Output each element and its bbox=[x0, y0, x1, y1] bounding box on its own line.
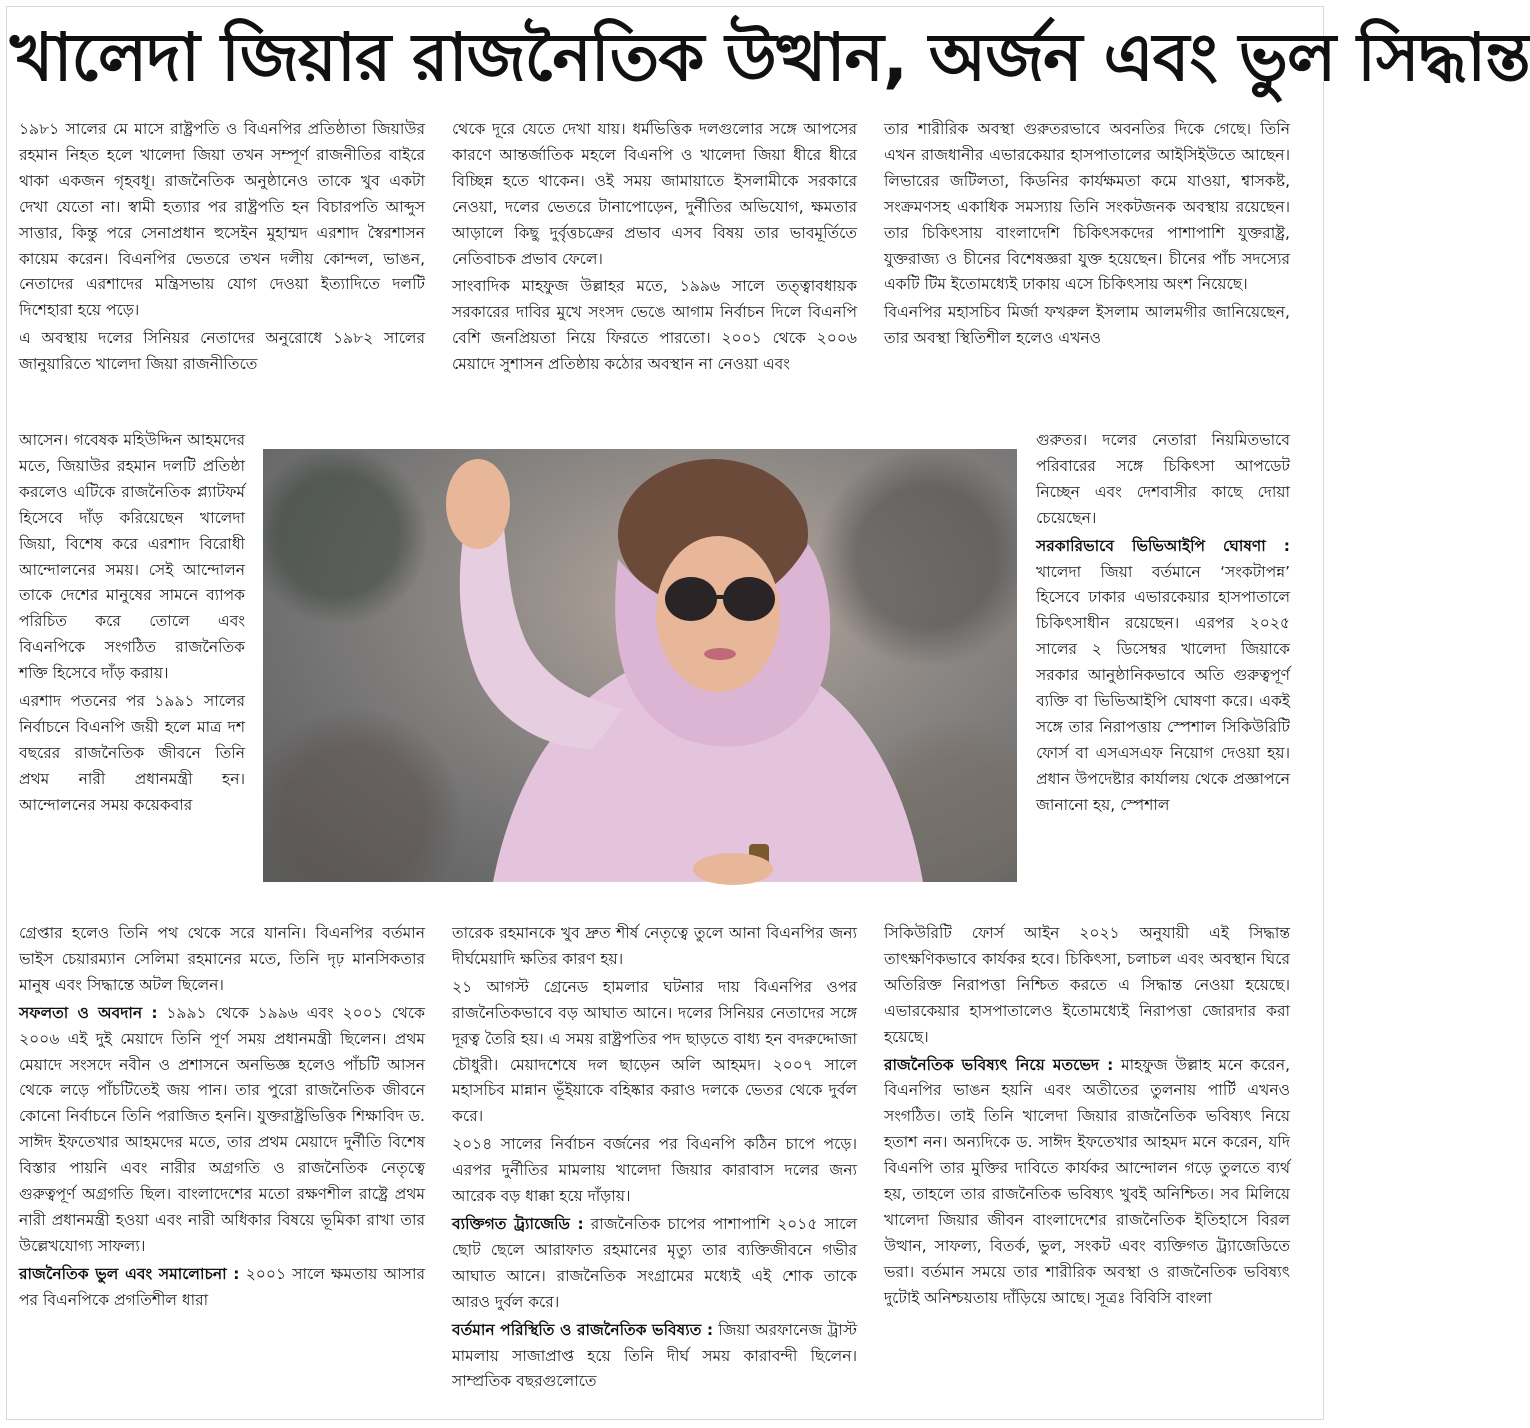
paragraph: ১৯৮১ সালের মে মাসে রাষ্ট্রপতি ও বিএনপির প্রতিষ্ঠাতা জিয়াউর রহমান নিহত হলে খালেদা জিয়া তখন সম্পূর্ণ রাজনীতির বাইরে থাকা একজন গৃহবধূ। রাজনৈতিক অনুষ্ঠানেও তাকে খুব একটা দেখা যেতো না। স্বামী হত্যার পর রাষ্ট্রপতি হন বিচারপতি আব্দুস সাত্তার, কিন্তু পরে সেনাপ্রধান হুসেইন মুহাম্মদ এরশাদ স্বৈরশাসন কায়েম করেন। বিএনপির ভেতরে তখন দলীয় কোন্দল, ভাঙন, নেতাদের এরশাদের মন্ত্রিসভায় যোগ দেওয়া ইত্যাদিতে দলটি দিশেহারা হয়ে পড়ে। bbox=[19, 120, 425, 320]
paragraph: আসেন। গবেষক মহিউদ্দিন আহমদের মতে, জিয়াউর রহমান দলটি প্রতিষ্ঠা করলেও এটিকে রাজনৈতিক প্ল্যাটফর্ম হিসেবে দাঁড় করিয়েছেন খালেদা জিয়া, বিশেষ করে এরশাদ বিরোধী আন্দোলনের সময়। সেই আন্দোলন তাকে দেশের মানুষের সামনে ব্যাপক পরিচিত করে তোলে এবং বিএনপিকে সংগঠিত রাজনৈতিক শক্তি হিসেবে দাঁড় করায়। bbox=[19, 431, 245, 683]
sunglasses-left bbox=[665, 577, 717, 621]
subhead-current: বর্তমান পরিস্থিতি ও রাজনৈতিক ভবিষ্যত : bbox=[452, 1320, 714, 1339]
paragraph-vvip: সরকারিভাবে ভিভিআইপি ঘোষণা : খালেদা জিয়া বর্তমানে ‘সংকটাপন্ন’ হিসেবে ঢাকার এভারকেয়ার হাসপাতালে চিকিৎসাধীন রয়েছেন। এরপর ২০২৫ সালের ২ ডিসেম্বর খালেদা জিয়াকে সরকার আনুষ্ঠানিকভাবে অতি গুরুত্বপূর্ণ ব্যক্তি বা ভিভিআইপি ঘোষণা করে। একই সঙ্গে তার নিরাপত্তায় স্পেশাল সিকিউরিটি ফোর্স বা এসএসএফ নিয়োগ দেওয়া হয়। প্রধান উপদেষ্টার কার্যালয় থেকে প্রজ্ঞাপনে জানানো হয়, স্পেশাল bbox=[1036, 536, 1290, 814]
paragraph: এ অবস্থায় দলের সিনিয়র নেতাদের অনুরোধে ১৯৮২ সালের জানুয়ারিতে খালেদা জিয়া রাজনীতিতে bbox=[19, 329, 425, 374]
paragraph: ২০১৪ সালের নির্বাচন বর্জনের পর বিএনপি কঠিন চাপে পড়ে। এরপর দুর্নীতির মামলায় খালেদা জিয়ার কারাবাস দলের জন্য আরেক বড় ধাক্কা হয়ে দাঁড়ায়। bbox=[452, 1135, 857, 1206]
photo-khaleda-zia bbox=[263, 449, 1017, 882]
paragraph-current: বর্তমান পরিস্থিতি ও রাজনৈতিক ভবিষ্যত : জিয়া অরফানেজ ট্রাস্ট মামলায় সাজাপ্রাপ্ত হয়ে তিনি দীর্ঘ সময় কারাবন্দী ছিলেন। সাম্প্রতিক বছরগুলোতে bbox=[452, 1320, 857, 1391]
paragraph-success: সফলতা ও অবদান : ১৯৯১ থেকে ১৯৯৬ এবং ২০০১ থেকে ২০০৬ এই দুই মেয়াদে তিনি পূর্ণ সময় প্রধানমন্ত্রী ছিলেন। প্রথম মেয়াদে সংসদে নবীন ও প্রশাসনে অনভিজ্ঞ হলেও পাঁচটি আসন থেকে লড়ে পাঁচটিতেই জয় পান। তার পুরো রাজনৈতিক জীবনে কোনো নির্বাচনে তিনি পরাজিত হননি। যুক্তরাষ্ট্রভিত্তিক শিক্ষাবিদ ড. সাঈদ ইফতেখার আহমদের মতে, তার প্রথম মেয়াদে দুর্নীতি বিশেষ বিস্তার পায়নি এবং নারীর অগ্রগতি ও রাজনৈতিক নেতৃত্বে গুরুত্বপূর্ণ অগ্রগতি ছিল। বাংলাদেশের মতো রক্ষণশীল রাষ্ট্রে প্রথম নারী প্রধানমন্ত্রী হওয়া এবং নারী অধিকার বিষয়ে ভূমিকা রাখা তার উল্লেখযোগ্য সাফল্য। bbox=[19, 1003, 425, 1255]
column-1-narrow bbox=[19, 428, 245, 920]
lips bbox=[704, 648, 736, 660]
headline: খালেদা জিয়ার রাজনৈতিক উত্থান, অর্জন এবং ভুল সিদ্ধান্ত bbox=[10, 19, 1530, 96]
column-2-bottom bbox=[452, 921, 857, 1421]
paragraph: সিকিউরিটি ফোর্স আইন ২০২১ অনুযায়ী এই সিদ্ধান্ত তাৎক্ষণিকভাবে কার্যকর হবে। চিকিৎসা, চলাচল এবং অবস্থান ঘিরে অতিরিক্ত নিরাপত্তা নিশ্চিত করতে এ সিদ্ধান্ত নেওয়া হয়েছে। এভারকেয়ার হাসপাতালেও ইতোমধ্যেই নিরাপত্তা জোরদার করা হয়েছে। bbox=[884, 924, 1290, 1046]
paragraph: তারেক রহমানকে খুব দ্রুত শীর্ষ নেতৃত্বে তুলে আনা বিএনপির জন্য দীর্ঘমেয়াদি ক্ষতির কারণ হয়। bbox=[452, 924, 857, 968]
lower-hand bbox=[693, 853, 773, 885]
photo-figure bbox=[263, 449, 1017, 882]
column-1-bottom bbox=[19, 921, 425, 1421]
paragraph: গুরুতর। দলের নেতারা নিয়মিতভাবে পরিবারের সঙ্গে চিকিৎসা আপডেট নিচ্ছেন এবং দেশবাসীর কাছে দোয়া চেয়েছেন। bbox=[1036, 431, 1290, 527]
column-1-top bbox=[19, 117, 425, 435]
raised-hand bbox=[446, 459, 510, 549]
column-2-top bbox=[452, 117, 857, 435]
subhead-tragedy: ব্যক্তিগত ট্র্যাজেডি : bbox=[452, 1214, 584, 1233]
sunglasses-bridge bbox=[713, 595, 727, 599]
paragraph: থেকে দূরে যেতে দেখা যায়। ধর্মভিত্তিক দলগুলোর সঙ্গে আপসের কারণে আন্তর্জাতিক মহলে বিএনপি ও খালেদা জিয়া ধীরে ধীরে বিচ্ছিন্ন হতে থাকেন। ওই সময় জামায়াতে ইসলামীকে সরকারে নেওয়া, দলের ভেতরে টানাপোড়েন, দুর্নীতির অভিযোগ, ক্ষমতার আড়ালে কিছু দুর্বৃত্তচক্রের প্রভাব এসব বিষয় তার ভাবমূর্তিতে নেতিবাচক প্রভাব ফেলে। bbox=[452, 120, 857, 268]
paragraph: তার শারীরিক অবস্থা গুরুতরভাবে অবনতির দিকে গেছে। তিনি এখন রাজধানীর এভারকেয়ার হাসপাতালের আইসিইউতে আছেন। লিভারের জটিলতা, কিডনির কার্যক্ষমতা কমে যাওয়া, শ্বাসকষ্ট, সংক্রমণসহ একাধিক সমস্যায় তিনি সংকটজনক অবস্থায় রয়েছেন। তার চিকিৎসায় বাংলাদেশি চিকিৎসকদের পাশাপাশি যুক্তরাষ্ট্র, যুক্তরাজ্য ও চীনের বিশেষজ্ঞরা যুক্ত হয়েছেন। চীনের পাঁচ সদস্যের একটি টিম ইতোমধ্যেই ঢাকায় এসে চিকিৎসায় অংশ নিয়েছে। bbox=[884, 120, 1290, 294]
column-3-top bbox=[884, 117, 1290, 435]
paragraph-tragedy: ব্যক্তিগত ট্র্যাজেডি : রাজনৈতিক চাপের পাশাপাশি ২০১৫ সালে ছোট ছেলে আরাফাত রহমানের মৃত্যু তার ব্যক্তিজীবনে গভীর আঘাত আনে। রাজনৈতিক সংগ্রামের মধ্যেই এই শোক তাকে আরও দুর্বল করে। bbox=[452, 1214, 857, 1311]
paragraph: সাংবাদিক মাহফুজ উল্লাহর মতে, ১৯৯৬ সালে তত্ত্বাবধায়ক সরকারের দাবির মুখে সংসদ ভেঙে আগাম নির্বাচন দিলে বিএনপি বেশি জনপ্রিয়তা নিয়ে ফিরতে পারতো। ২০০১ থেকে ২০০৬ মেয়াদে সুশাসন প্রতিষ্ঠায় কঠোর অবস্থান না নেওয়া এবং bbox=[452, 277, 857, 374]
subhead-success: সফলতা ও অবদান : bbox=[19, 1003, 158, 1022]
paragraph: ২১ আগস্ট গ্রেনেড হামলার ঘটনার দায় বিএনপির ওপর রাজনৈতিকভাবে বড় আঘাত আনে। দলের সিনিয়র নেতাদের সঙ্গে দূরত্ব তৈরি হয়। এ সময় রাষ্ট্রপতির পদ ছাড়তে বাধ্য হন বদরুদ্দোজা চৌধুরী। মেয়াদশেষে দল ছাড়েন অলি আহমদ। ২০০৭ সালে মহাসচিব মান্নান ভূঁইয়াকে বহিষ্কার করাও দলকে ভেতর থেকে দুর্বল করে। bbox=[452, 977, 857, 1126]
subhead-vvip: সরকারিভাবে ভিভিআইপি ঘোষণা : bbox=[1036, 536, 1290, 555]
paragraph: এরশাদ পতনের পর ১৯৯১ সালের নির্বাচনে বিএনপি জয়ী হলে মাত্র দশ বছরের রাজনৈতিক জীবনে তিনি প্রথম নারী প্রধানমন্ত্রী হন। আন্দোলনের সময় কয়েকবার bbox=[19, 692, 245, 814]
paragraph: গ্রেপ্তার হলেও তিনি পথ থেকে সরে যাননি। বিএনপির বর্তমান ভাইস চেয়ারম্যান সেলিমা রহমানের মতে, তিনি দৃঢ় মানসিকতার মানুষ এবং সিদ্ধান্তে অটল ছিলেন। bbox=[19, 924, 425, 994]
subhead-mistakes: রাজনৈতিক ভুল এবং সমালোচনা : bbox=[19, 1264, 240, 1283]
subhead-future: রাজনৈতিক ভবিষ্যৎ নিয়ে মতভেদ : bbox=[884, 1055, 1114, 1074]
paragraph: বিএনপির মহাসচিব মির্জা ফখরুল ইসলাম আলমগীর জানিয়েছেন, তার অবস্থা স্থিতিশীল হলেও এখনও bbox=[884, 303, 1290, 348]
column-3-bottom bbox=[884, 921, 1290, 1421]
sunglasses-right bbox=[723, 577, 775, 621]
paragraph-mistakes: রাজনৈতিক ভুল এবং সমালোচনা : ২০০১ সালে ক্ষমতায় আসার পর বিএনপিকে প্রগতিশীল ধারা bbox=[19, 1264, 425, 1309]
column-3-narrow bbox=[1036, 428, 1290, 920]
paragraph-future: রাজনৈতিক ভবিষ্যৎ নিয়ে মতভেদ : মাহফুজ উল্লাহ মনে করেন, বিএনপির ভাঙন হয়নি এবং অতীতের তুলনায় পার্টি এখনও সংগঠিত। তাই তিনি খালেদা জিয়ার রাজনৈতিক ভবিষ্যৎ নিয়ে হতাশ নন। অন্যদিকে ড. সাঈদ ইফতেখার আহমদ মনে করেন, যদি বিএনপি তার মুক্তির দাবিতে কার্যকর আন্দোলন গড়ে তুলতে ব্যর্থ হয়, তাহলে তার রাজনৈতিক ভবিষ্যৎ খুবই অনিশ্চিত। সব মিলিয়ে খালেদা জিয়ার জীবন বাংলাদেশের রাজনৈতিক ইতিহাসে বিরল উত্থান, সাফল্য, বিতর্ক, ভুল, সংকট এবং ব্যক্তিগত ট্র্যাজেডিতে ভরা। বর্তমান সময়ে তার শারীরিক অবস্থা ও রাজনৈতিক ভবিষ্যৎ দুটোই অনিশ্চয়তায় দাঁড়িয়ে আছে। সূত্রঃ বিবিসি বাংলা bbox=[884, 1055, 1291, 1307]
